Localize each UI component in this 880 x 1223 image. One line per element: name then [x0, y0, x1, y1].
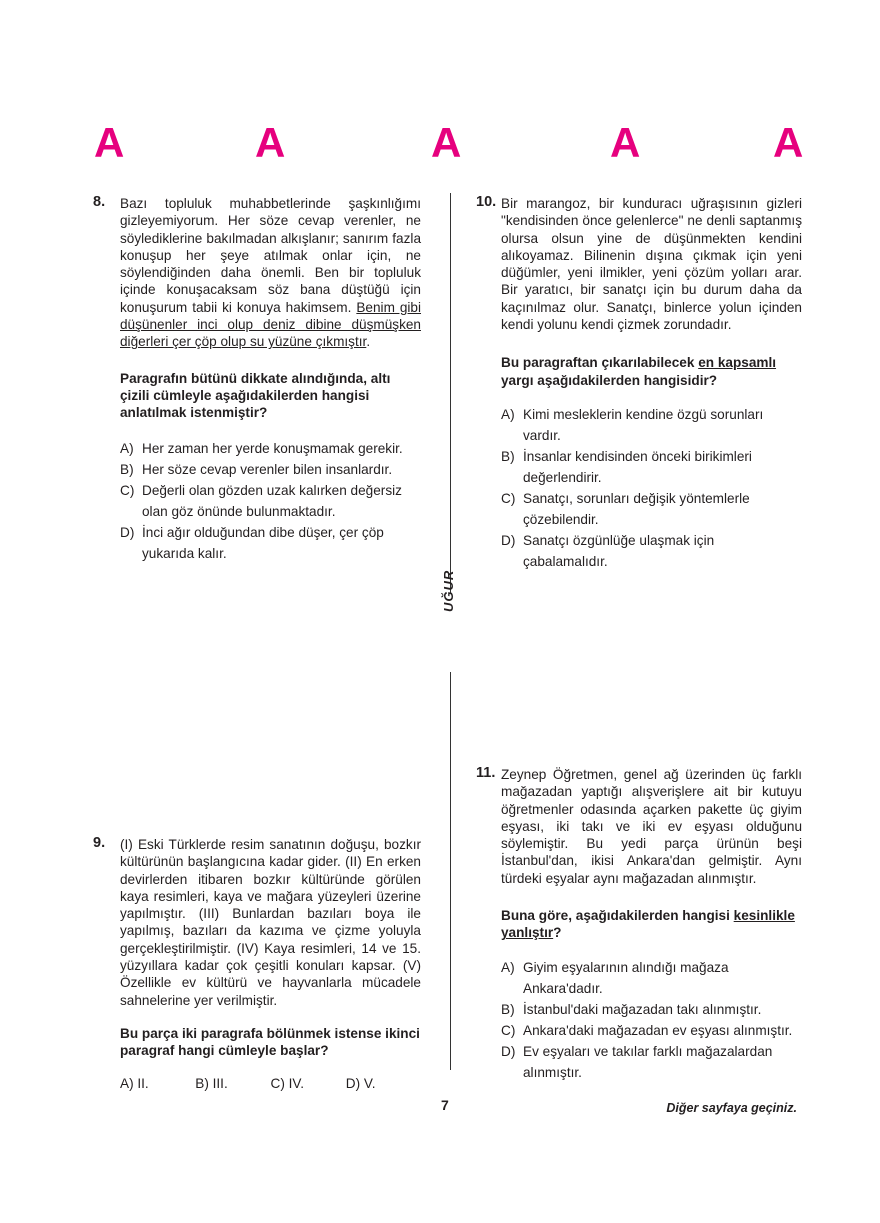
question-10 [501, 195, 802, 572]
option-text: Sanatçı, sorunları değişik yöntemlerle çözebilendir. [523, 490, 750, 527]
option-d[interactable] [501, 1041, 802, 1083]
spine-label: UĞUR [441, 569, 456, 612]
option-letter: B) [501, 448, 515, 464]
option-letter: C) [501, 1022, 516, 1038]
option-a[interactable]: A) II. [120, 1075, 149, 1091]
option-b[interactable] [120, 459, 421, 480]
question-11-stem-emphasis: kesinlikle yanlıştır [501, 908, 795, 941]
option-text: Giyim eşyalarının alındığı mağaza Ankara'dadır. [523, 959, 729, 996]
option-letter: A) [501, 406, 515, 422]
question-10-stem-text: Bu paragraftan çıkarılabilecek [501, 355, 699, 371]
option-c[interactable] [120, 480, 421, 522]
option-text: Ev eşyaları ve takılar farklı mağazalardan alınmıştır. [523, 1043, 773, 1080]
option-b[interactable] [501, 446, 802, 488]
option-text: Her zaman her yerde konuşmamak gerekir. [142, 440, 403, 456]
header-letter-a: A [94, 119, 125, 166]
option-letter: D) [120, 524, 135, 540]
question-8-stem: Paragrafın bütünü dikkate alındığında, altı çizili cümleyle aşağıdakilerden hangisi anlatılmak istenmiştir? [120, 370, 391, 421]
option-c[interactable]: C) IV. [270, 1075, 304, 1091]
option-letter: B) [501, 1001, 515, 1017]
option-text: Ankara'daki mağazadan ev eşyası alınmıştır. [523, 1022, 793, 1038]
option-text: Değerli olan gözden uzak kalırken değersiz olan göz önünde bulunmaktadır. [142, 482, 402, 519]
option-d[interactable] [120, 522, 421, 564]
header-letter-a: A [773, 119, 804, 166]
question-10-stem-text-end: yargı aşağıdakilerden hangisidir? [501, 372, 718, 388]
option-c[interactable] [501, 488, 802, 530]
option-text: Kimi mesleklerin kendine özgü sorunları vardır. [523, 406, 764, 443]
question-10-options [501, 404, 802, 572]
question-10-number: 10. [476, 194, 497, 210]
option-letter: D) [501, 532, 516, 548]
option-letter: A) [120, 440, 134, 456]
question-9 [120, 836, 421, 1092]
header-letter-a: A [431, 119, 462, 166]
question-11-number: 11. [476, 765, 496, 781]
next-page-note: Diğer sayfaya geçiniz. [666, 1101, 797, 1115]
question-9-paragraph: (I) Eski Türklerde resim sanatının doğuşu, bozkır kültürünün başlangıcına kadar gider. (II) En erken devirlerden itibaren bozkır kültüründe görülen kaya resimleri, kaya ve mağara yüzeyleri üzerine yapılmıştır. (III) Bunlardan bazıları boya ile yapılmış, bazıları da kazıma ve çizme yoluyla gerçekleştirilmiştir. (IV) Kaya resimleri, 14 ve 15. yüzyıllara kadar çok çeşitli konuları kapsar. (V) Özellikle ev kültürü ve hayvanlarla mücadele sahnelerine yer verilmiştir. [120, 837, 421, 1008]
option-letter: A) [501, 959, 515, 975]
question-11 [501, 766, 802, 1083]
question-10-stem [501, 354, 802, 389]
option-a[interactable] [501, 404, 802, 446]
question-8-paragraph [120, 195, 421, 351]
option-a[interactable] [501, 957, 802, 999]
option-text: İstanbul'daki mağazadan takı alınmıştır. [523, 1001, 762, 1017]
question-9-options [120, 1075, 421, 1092]
option-a[interactable] [120, 438, 421, 459]
question-8-options [120, 438, 421, 564]
question-8 [120, 195, 421, 564]
option-d[interactable] [501, 530, 802, 572]
question-11-stem [501, 907, 802, 942]
question-11-options [501, 957, 802, 1083]
header-letter-a: A [610, 119, 641, 166]
question-11-stem-text: Buna göre, aşağıdakilerden hangisi [501, 908, 734, 924]
question-10-stem-emphasis: en kapsamlı [698, 355, 777, 371]
option-text: İnsanlar kendisinden önceki birikimleri değerlendirir. [523, 448, 752, 485]
column-divider-bottom [450, 672, 451, 1070]
option-b[interactable] [501, 999, 802, 1020]
question-10-paragraph: Bir marangoz, bir kunduracı uğraşısının gizleri "kendisinden önce gelenlerce" ne denli saptanmış olursa olsun yine de düşünmekten kendini alıkoyamaz. Bilinenin dışına çıkmak için yeni düğümler, yeni ilmikler, yeni çözüm yolları arar. Bir yaratıcı, bir sanatçı için bu durum daha da kaçınılmaz olur. Sanatçı, binlerce yolun içinden kendi yolunu kendi çizmek zorundadır. [501, 196, 802, 333]
option-text: Sanatçı özgünlüğe ulaşmak için çabalamalıdır. [523, 532, 715, 569]
question-9-number: 9. [93, 835, 106, 851]
option-b[interactable]: B) III. [195, 1075, 228, 1091]
option-letter: D) [501, 1043, 516, 1059]
option-c[interactable] [501, 1020, 802, 1041]
question-8-text: Bazı topluluk muhabbetlerinde şaşkınlığımı gizleyemiyorum. Her söze cevap verenler, ne söylediklerine bakılmadan alkışlanır; sanırım fazla konuşup her şeye atılmak onlar için, ne söylendiğinden daha önemli. Ben bir topluluk içinde konuşacaksam söz bana düştüğü için konuşurum tabii ki konuya hakimsem. [120, 196, 421, 315]
option-text: Her söze cevap verenler bilen insanlardır. [142, 461, 393, 477]
question-8-underlined-sentence: Benim gibi düşünenler inci olup deniz dibine düşmüşken diğerleri çer çöp olup su yüzüne çıkmıştır [120, 299, 422, 350]
question-9-stem: Bu parça iki paragrafa bölünmek istense ikinci paragraf hangi cümleyle başlar? [120, 1025, 420, 1059]
question-11-stem-text-end: ? [553, 925, 562, 941]
question-8-text-end: . [366, 334, 371, 350]
option-text: İnci ağır olduğundan dibe düşer, çer çöp yukarıda kalır. [142, 524, 384, 561]
question-8-number: 8. [93, 194, 106, 210]
option-letter: C) [501, 490, 516, 506]
header-letter-a: A [255, 119, 286, 166]
question-11-paragraph: Zeynep Öğretmen, genel ağ üzerinden üç farklı mağazadan yaptığı alışverişlere ait bir kutuyu öğretmenler odasında açarken pakette üç giyim eşyası, iki takı ve iki ev eşyası olduğunu söylemiştir. Bu yedi parça ürünün beşi İstanbul'dan, ikisi Ankara'dan gelmiştir. Aynı türdeki eşyalar aynı mağazadan alınmıştır. [501, 767, 802, 886]
page-number: 7 [441, 1097, 449, 1113]
option-d[interactable]: D) V. [345, 1075, 376, 1091]
column-divider-top [450, 193, 451, 593]
option-letter: B) [120, 461, 134, 477]
option-letter: C) [120, 482, 135, 498]
